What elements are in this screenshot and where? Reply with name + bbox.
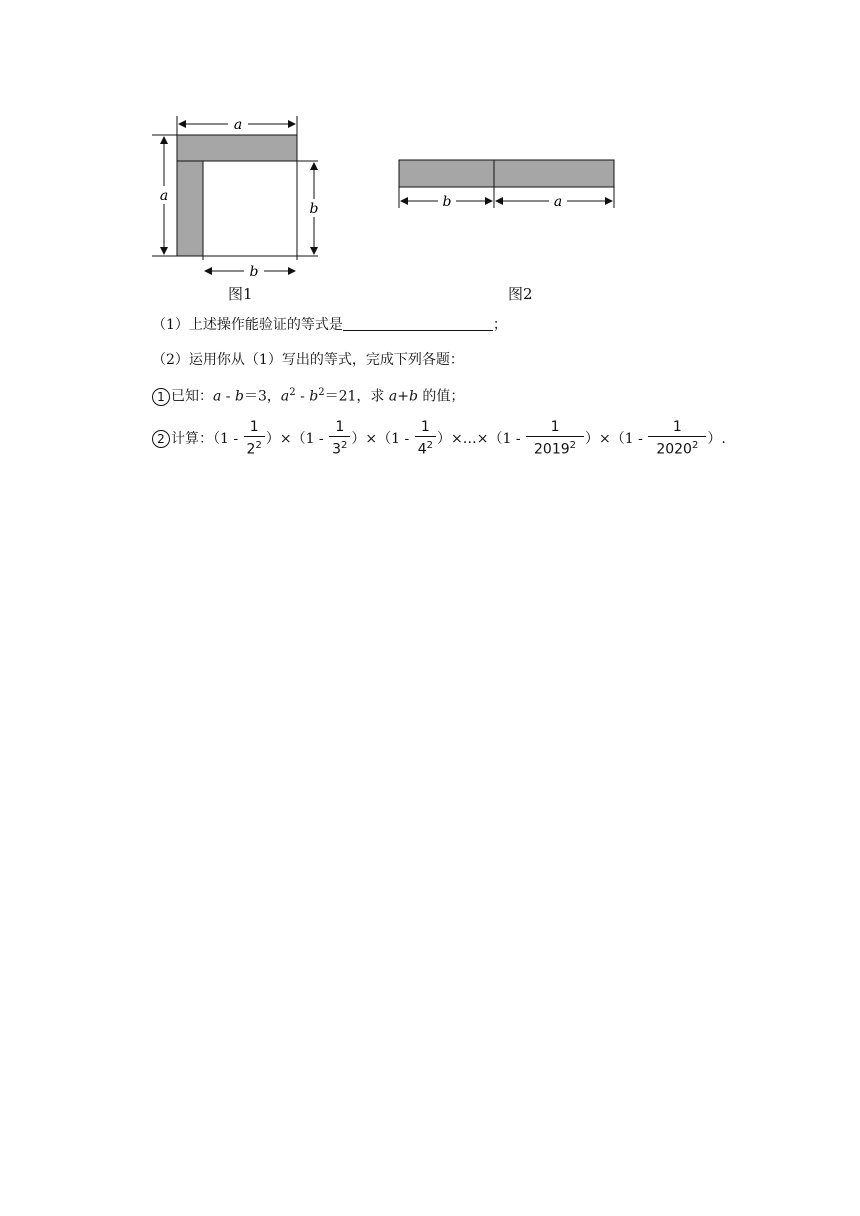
rect-b-part xyxy=(399,160,494,187)
var-b: b xyxy=(309,388,319,405)
paren-close-ellipsis: ）×…× xyxy=(437,431,489,447)
base: 3 xyxy=(332,441,342,458)
label-a: a xyxy=(553,194,563,210)
circled-number-1: 1 xyxy=(152,388,170,406)
base: 2019 xyxy=(534,441,570,458)
problem-1 xyxy=(152,383,464,407)
rect-a-part xyxy=(494,160,614,187)
var-a: a xyxy=(388,388,398,405)
numerator: 1 xyxy=(249,419,259,436)
figure-2 xyxy=(396,156,618,216)
exponent: 2 xyxy=(289,387,296,398)
minus: - xyxy=(221,388,235,405)
fraction-3 xyxy=(415,419,436,459)
figure-2-caption: 图2 xyxy=(508,285,533,303)
label-b-right: b xyxy=(309,201,319,217)
var-b: b xyxy=(408,388,418,405)
paren-open: （1 - xyxy=(610,431,648,447)
base: 4 xyxy=(417,441,427,458)
paren-close-times: ）× xyxy=(351,431,378,447)
fraction-1 xyxy=(244,419,265,459)
numerator: 1 xyxy=(672,419,682,436)
paren-open: （1 - xyxy=(488,431,526,447)
question-2-text: （2）运用你从（1）写出的等式，完成下列各题： xyxy=(152,352,464,368)
figure-1-extra xyxy=(148,110,338,285)
numerator: 1 xyxy=(420,419,430,436)
figure-1-caption: 图1 xyxy=(228,285,253,303)
problem-1-tail: 的值； xyxy=(417,388,465,405)
question-2 xyxy=(152,350,464,370)
problem-2-prefix: 计算： xyxy=(171,431,213,447)
var-a: a xyxy=(213,388,222,405)
problem-1-prefix: 已知： xyxy=(171,388,213,405)
plus: + xyxy=(397,388,409,405)
exponent: 2 xyxy=(569,440,577,452)
circled-number-2: 2 xyxy=(152,430,170,448)
numerator: 1 xyxy=(335,419,345,436)
question-1-tail: ； xyxy=(492,317,507,333)
var-b: b xyxy=(235,388,244,405)
exponent: 2 xyxy=(318,387,325,398)
label-b: b xyxy=(442,194,452,210)
fraction-5 xyxy=(648,419,706,459)
answer-blank xyxy=(343,316,493,331)
fraction-4 xyxy=(526,419,584,459)
exponent: 2 xyxy=(426,440,433,452)
question-1-text: （1）上述操作能验证的等式是 xyxy=(152,317,343,333)
paren-close-times: ）× xyxy=(265,431,292,447)
label-b-bottom: b xyxy=(249,264,259,280)
var-a: a xyxy=(280,388,290,405)
paren-open: （1 - xyxy=(291,431,329,447)
minus: - xyxy=(295,388,310,405)
paren-close-end: ）. xyxy=(707,431,726,447)
paren-open: （1 - xyxy=(213,431,243,447)
base: 2 xyxy=(246,441,256,458)
exponent: 2 xyxy=(255,440,262,452)
question-1 xyxy=(152,315,507,335)
label-a-left: a xyxy=(159,188,169,204)
exponent: 2 xyxy=(691,440,699,452)
base: 2020 xyxy=(656,441,692,458)
paren-open: （1 - xyxy=(377,431,414,447)
equals-3: ＝3， xyxy=(243,388,281,405)
exponent: 2 xyxy=(341,440,348,452)
fraction-2 xyxy=(329,419,350,459)
equals-21: ＝21，求 xyxy=(324,388,389,405)
label-a-top: a xyxy=(233,117,243,133)
problem-2 xyxy=(152,419,726,459)
numerator: 1 xyxy=(550,419,560,436)
paren-close-times: ）× xyxy=(585,431,611,447)
